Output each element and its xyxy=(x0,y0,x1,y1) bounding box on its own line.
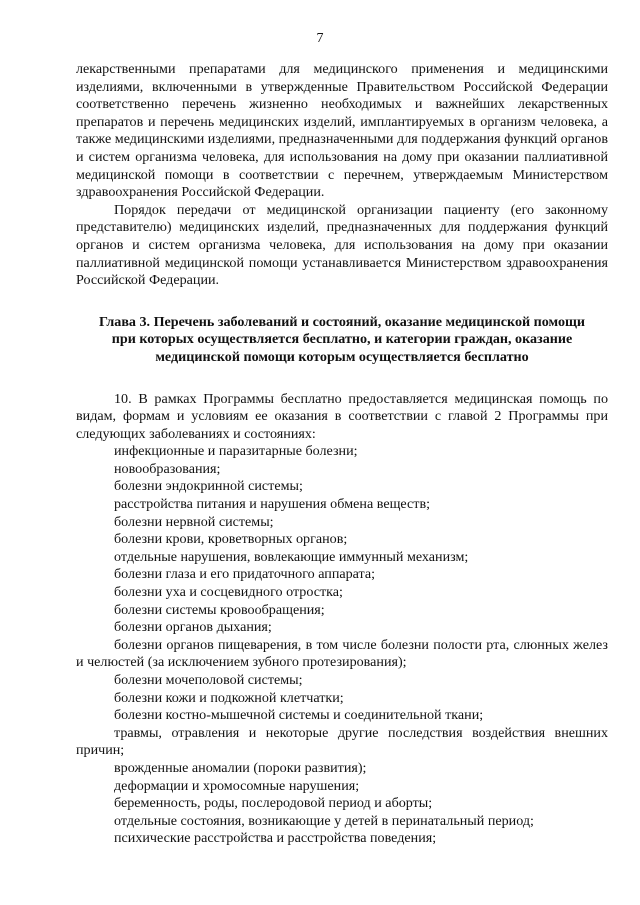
paragraph-transfer-procedure: Порядок передачи от медицинской организации пациенту (его законному представителю) медицинских изделий, предназначенных для поддержания функций органов и систем организма человека, для использования на дому при оказании паллиативной медицинской помощи устанавливается Министерством здравоохранения Российской Федерации. xyxy=(76,201,608,289)
list-item: врожденные аномалии (пороки развития); xyxy=(114,759,367,776)
paragraph-free-care-scope: 10. В рамках Программы бесплатно предоставляется медицинская помощь по видам, формам и условиям ее оказания в соответствии с главой 2 Программы при следующих заболеваниях и состояниях: xyxy=(76,390,608,442)
list-item: болезни системы кровообращения; xyxy=(114,601,325,618)
list-item: беременность, роды, послеродовой период и аборты; xyxy=(114,795,433,812)
conditions-list xyxy=(76,443,608,848)
list-item: болезни эндокринной системы; xyxy=(114,478,303,495)
list-item: новообразования; xyxy=(114,460,221,477)
list-item: травмы, отравления и некоторые другие последствия воздействия внешних причин; xyxy=(76,724,608,759)
list-item: болезни глаза и его придаточного аппарата; xyxy=(114,566,376,583)
list-item: деформации и хромосомные нарушения; xyxy=(114,777,360,794)
list-item: болезни костно-мышечной системы и соединительной ткани; xyxy=(114,707,484,724)
chapter-heading-line-3: медицинской помощи которым осуществляется бесплатно xyxy=(155,348,529,365)
list-item: болезни нервной системы; xyxy=(114,513,274,530)
paragraph-medical-devices: лекарственными препаратами для медицинского применения и медицинскими изделиями, включенными в утвержденные Правительством Российской Федерации соответственно перечень жизненно необходимых и важнейших лекарственных препаратов и перечень медицинских изделий, имплантируемых в организм человека, а также медицинскими изделиями, предназначенными для поддержания функций органов и систем организма человека, для использования на дому при оказании паллиативной медицинской помощи в соответствии с перечнем, утверждаемым Министерством здравоохранения Российской Федерации. xyxy=(76,61,608,201)
list-item: психические расстройства и расстройства поведения; xyxy=(114,830,437,847)
chapter-heading xyxy=(76,314,608,367)
list-item: болезни крови, кроветворных органов; xyxy=(114,531,348,548)
page-number: 7 xyxy=(316,31,324,46)
chapter-heading-line-1: Глава 3. Перечень заболеваний и состояний, оказание медицинской помощи xyxy=(98,313,586,330)
list-item: болезни органов пищеварения, в том числе болезни полости рта, слюнных желез и челюстей (за исключением зубного протезирования); xyxy=(76,636,608,671)
list-item: отдельные состояния, возникающие у детей в перинатальный период; xyxy=(114,812,534,829)
list-item: отдельные нарушения, вовлекающие иммунный механизм; xyxy=(114,548,469,565)
document-body xyxy=(76,61,608,848)
list-item: болезни органов дыхания; xyxy=(114,619,272,636)
list-item: болезни уха и сосцевидного отростка; xyxy=(114,584,343,601)
list-item: болезни кожи и подкожной клетчатки; xyxy=(114,689,344,706)
list-item: инфекционные и паразитарные болезни; xyxy=(114,443,358,460)
list-item: расстройства питания и нарушения обмена веществ; xyxy=(114,496,431,513)
list-item: болезни мочеполовой системы; xyxy=(114,672,303,688)
chapter-heading-line-2: при которых осуществляется бесплатно, и категории граждан, оказание xyxy=(111,331,573,348)
